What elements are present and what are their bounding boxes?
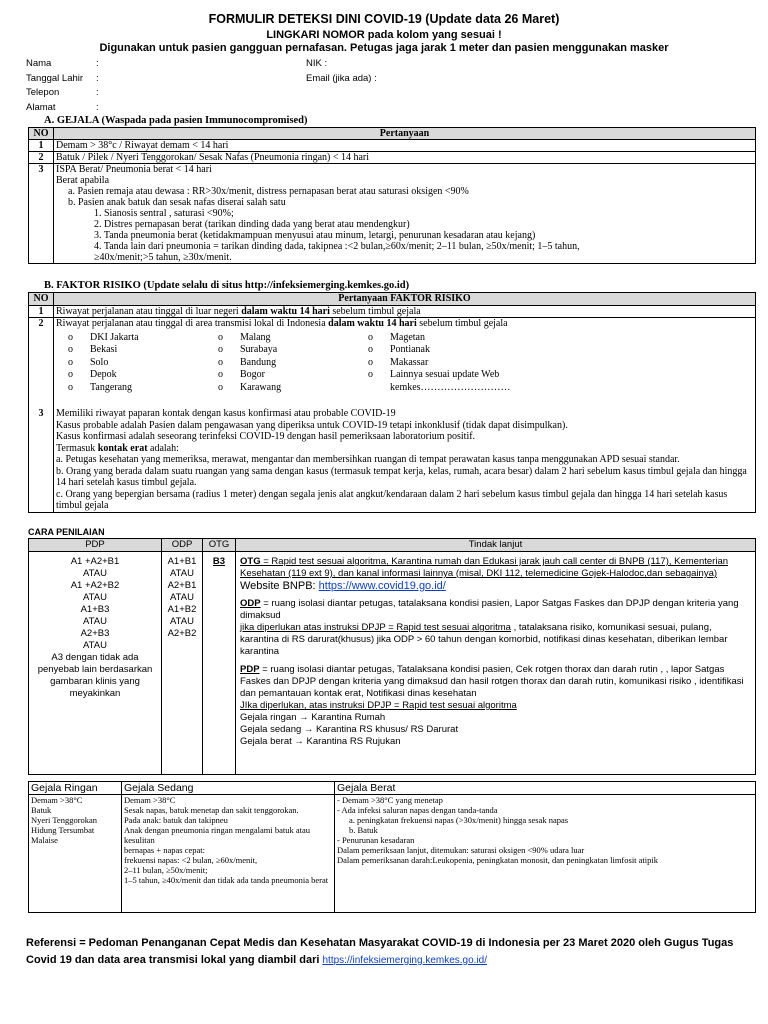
otg-action (240, 556, 751, 580)
text: sebelum timbul gejala (329, 305, 421, 317)
area-item[interactable]: o Depok (56, 369, 206, 382)
row-line: Memiliki riwayat paparan kontak dengan kasus konfirmasi atau probable COVID-19 (56, 408, 396, 419)
text: Riwayat perjalanan atau tinggal di luar negeri (56, 305, 242, 317)
referensi-link[interactable]: https://infeksiemerging.kemkes.go.id/ (322, 955, 488, 966)
text-bold: kontak erat (97, 442, 148, 454)
criteria-line: A2+B1 (167, 580, 197, 591)
row-text (54, 318, 756, 409)
form-subtitle: LINGKARI NOMOR pada kolom yang sesuai ! (266, 29, 502, 41)
criteria-line: ATAU (170, 568, 194, 579)
row-line: 2. Distres pernapasan berat (tarikan dinding dada yang berat atau mendengkur) (94, 219, 410, 230)
row-line: Kasus probable adalah Pasien dalam pengawasan yang diperiksa untuk COVID-19 tetapi inkonklusif (tidak dapat disimpulkan). (56, 419, 568, 431)
area-list-2 (206, 332, 356, 395)
table-row[interactable] (29, 140, 756, 152)
symptom-item: a. peningkatan frekuensi napas (>30x/menit) hingga sesak napas (349, 815, 569, 825)
row-number[interactable]: 1 (29, 305, 54, 318)
symptom-item: Pada anak: batuk dan takipneu (124, 815, 228, 825)
field-telepon-label: Telepon (26, 87, 60, 98)
symptom-item: 1–5 tahun, ≥40x/menit dan tidak ada tanda pneumonia berat (124, 875, 329, 885)
section-b-table (28, 292, 756, 513)
area-item[interactable]: o DKI Jakarta (56, 332, 206, 345)
pdp-text: = ruang isolasi diantar petugas, Tatalaksana kondisi pasien, Cek rotgen thorax dan darah rutin , , lapor Satgas Faskes dan DPJP dengan kriteria yang dimaksud dan hasil rotgen thorax dan darah rutin, komunikasi risiko , identifikasi dan pemantauan kontak erat, Notifikasi dinas kesehatan (240, 664, 744, 699)
col-otg: OTG (203, 539, 236, 552)
row-line: a. Pasien remaja atau dewasa : RR>30x/menit, distress pernapasan berat atau saturasi oksigen <90% (68, 186, 469, 197)
odp-label: ODP (240, 598, 261, 609)
area-item[interactable]: o Tangerang (56, 382, 206, 395)
col-gejala-berat: Gejala Berat (335, 782, 756, 795)
patient-fields-left (26, 57, 83, 115)
field-telepon-input[interactable]: : (96, 87, 99, 98)
row-heading: ISPA Berat/ Pneumonia berat < 14 hari (56, 164, 212, 175)
cara-penilaian-table (28, 538, 756, 775)
area-item[interactable]: o Bogor (206, 369, 356, 382)
text-bold: dalam waktu 14 hari (241, 305, 330, 317)
criteria-line: A1+B2 (167, 604, 197, 615)
row-line: b. Orang yang berada dalam suatu ruangan yang sama dengan kasus (termasuk tempat kerja, kelas, rumah, acara besar) dalam 2 hari sebelum kasus timbul gejala dan hingga 14 hari setelah kasus timbul gejala. (56, 465, 747, 488)
row-text (54, 305, 756, 318)
col-gejala-ringan: Gejala Ringan (29, 782, 122, 795)
gejala-sedang-list (122, 795, 335, 913)
criteria-line: ATAU (170, 592, 194, 603)
odp-text: , tatalaksana risiko, komunikasi sesuai, pulang, karantina di RS darurat(khusus) jika ODP > 60 tahun dengan komorbid, notifikasi dinas kesehatan, diberikan lembar karantina (240, 622, 728, 657)
row-text: Demam > 38°c / Riwayat demam < 14 hari (54, 140, 756, 152)
symptom-item: - Penurunan kesadaran (337, 835, 415, 845)
text: Termasuk (56, 442, 98, 454)
symptom-item: Batuk (31, 805, 52, 815)
field-nama-input[interactable]: : (96, 58, 99, 69)
row-number[interactable]: 3 (29, 164, 54, 264)
symptom-item: Sesak napas, batuk menetap dan sakit tenggorokan. (124, 805, 299, 815)
pdp-criteria (29, 552, 162, 775)
criteria-line: ATAU (170, 616, 194, 627)
section-b-title: B. FAKTOR RISIKO (Update selalu di situs http://infeksiemerging.kemkes.go.id) (44, 280, 410, 291)
criteria-line: ATAU (83, 640, 107, 651)
odp-text: = ruang isolasi diantar petugas, tatalaksana kondisi pasien, Lapor Satgas Faskes dan DPJP dengan kriteria yang dimaksud (240, 598, 739, 621)
website-label: Website BNPB: (240, 580, 319, 592)
row-number[interactable]: 2 (29, 152, 54, 164)
field-tanggal-lahir-input[interactable]: : (96, 72, 99, 84)
symptom-item: Malaise (31, 835, 58, 845)
gejala-berat-list (335, 795, 756, 913)
field-alamat-input[interactable]: : (96, 101, 99, 113)
col-odp: ODP (162, 539, 203, 552)
odp-criteria (162, 552, 203, 775)
field-alamat-label: Alamat (26, 101, 56, 113)
row-line: c. Orang yang bepergian bersama (radius 1 meter) dengan segala jenis alat angkut/kendaraan dalam 2 hari sebelum kasus timbul gejala dan hingga 14 hari setelah kasus timbul gejala (56, 488, 728, 511)
criteria-line: A1 +A2+B1 (70, 556, 120, 567)
col-no: NO (29, 128, 54, 140)
gejala-table (28, 781, 756, 913)
criteria-line: A1+B3 (80, 604, 110, 615)
col-pertanyaan: Pertanyaan (54, 128, 756, 140)
row-line: 4. Tanda lain dari pneumonia = tarikan dinding dada, takipnea :<2 bulan,≥60x/menit; 2–11 bulan, ≥50x/menit; 1–5 tahun, (94, 241, 580, 252)
criteria-line: ATAU (83, 616, 107, 627)
area-item[interactable]: o Karawang (206, 382, 356, 395)
odp-action (240, 598, 751, 622)
area-item[interactable]: o Lainnya sesuai update Web (356, 369, 606, 382)
patient-fields-right (306, 57, 377, 86)
area-list-3 (356, 332, 606, 395)
table-row[interactable] (29, 152, 756, 164)
pdp-text: JIka diperlukan, atas instruksi DPJP = Rapid test sesuai algoritma (240, 700, 517, 711)
row-line: Kasus konfirmasi adalah seseorang terinfeksi COVID-19 dengan hasil pemeriksaan laboratorium positif. (56, 431, 476, 442)
odp-text: jika diperlukan atas instruksi DPJP = Rapid test sesuai algoritma (240, 622, 511, 633)
gejala-karantina-line: Gejala ringan → Karantina Rumah (240, 712, 386, 723)
field-nama-label: Nama (26, 58, 52, 69)
gejala-ringan-list (29, 795, 122, 913)
symptom-item: - Ada infeksi saluran napas dengan tanda-tanda (337, 805, 498, 815)
area-item[interactable]: o Bandung (206, 357, 356, 370)
section-a-table (28, 127, 756, 264)
criteria-line: A2+B3 (80, 628, 110, 639)
referensi-text: Referensi = Pedoman Penanganan Cepat Medis dan Kesehatan Masyarakat COVID-19 di Indonesia per 23 Maret 2020 oleh Gugus Tugas Covid 19 dan data area transmisi lokal yang diambil dari (26, 937, 734, 966)
area-list-1 (56, 332, 206, 395)
symptom-item: Hidung Tersumbat (31, 825, 95, 835)
table-row[interactable] (29, 305, 756, 318)
col-gejala-sedang: Gejala Sedang (122, 782, 335, 795)
symptom-item: b. Batuk (349, 825, 378, 835)
form-instruction: Digunakan untuk pasien gangguan pernafasan. Petugas jaga jarak 1 meter dan pasien menggunakan masker (99, 42, 669, 54)
symptom-item: bernapas + napas cepat: (124, 845, 206, 855)
symptom-item: frekuensi napas: <2 bulan, ≥60x/menit, (124, 855, 258, 865)
symptom-item: Dalam pemeriksanan darah:Leukopenia, peningkatan monosit, dan peningkatan limfosit atipik (337, 855, 659, 865)
row-line: 3. Tanda pneumonia berat (ketidakmampuan menyusui atau minum, letargi, penurunan kesadaran atau kejang) (94, 230, 536, 241)
field-nik[interactable]: NIK : (306, 58, 328, 69)
website-link[interactable]: https://www.covid19.go.id/ (318, 580, 446, 592)
pdp-action (240, 664, 751, 700)
otg-label: OTG (240, 556, 261, 567)
row-line: Berat apabila (56, 175, 110, 186)
area-item[interactable]: o Surabaya (206, 344, 356, 357)
row-line: 1. Sianosis sentral , saturasi <90%; (94, 208, 234, 219)
referensi (26, 935, 742, 969)
col-pertanyaan-faktor: Pertanyaan FAKTOR RISIKO (54, 293, 756, 306)
table-row[interactable] (29, 164, 756, 264)
row-text: Batuk / Pilek / Nyeri Tenggorokan/ Sesak Nafas (Pneumonia ringan) < 14 hari (54, 152, 756, 164)
pdp-label: PDP (240, 664, 260, 675)
area-item[interactable]: o Pontianak (356, 344, 606, 357)
form-title: FORMULIR DETEKSI DINI COVID-19 (Update data 26 Maret) (208, 12, 560, 26)
criteria-line: A3 dengan tidak ada penyebab lain berdasarkan gambaran klinis yang meyakinkan (37, 652, 153, 699)
symptom-item: Dalam pemeriksaan lanjut, ditemukan: saturasi oksigen <90% udara luar (337, 845, 585, 855)
section-a-title: A. GEJALA (Waspada pada pasien Immunocompromised) (44, 115, 308, 126)
area-item[interactable]: o Makassar (356, 357, 606, 370)
symptom-item: 2–11 bulan, ≥50x/menit; (124, 865, 208, 875)
row-line: b. Pasien anak batuk dan sesak nafas diserai salah satu (68, 197, 286, 208)
criteria-line: A1 +A2+B2 (70, 580, 120, 591)
patient-colons (96, 57, 99, 115)
field-email[interactable]: Email (jika ada) : (306, 72, 377, 84)
symptom-item: Anak dengan pneumonia ringan mengalami batuk atau kesulitan (124, 825, 310, 845)
col-tindak-lanjut: Tindak lanjut (236, 539, 756, 552)
text-bold: dalam waktu 14 hari (328, 318, 417, 329)
row-line: ≥40x/menit;>5 tahun, ≥30x/menit. (94, 252, 232, 263)
symptom-item: - Demam >38°C yang menetap (337, 795, 443, 805)
table-row[interactable] (29, 318, 756, 409)
criteria-line: A2+B2 (167, 628, 197, 639)
otg-criteria: B3 (203, 552, 236, 775)
text: adalah: (147, 442, 179, 454)
symptom-item: Nyeri Tenggorokan (31, 815, 98, 825)
col-no: NO (29, 293, 54, 306)
otg-text: = Rapid test sesuai algoritma, Karantina rumah dan Edukasi jarak jauh call center di BNPB (117), Kementerian Kesehatan (119 ext 9), dan kanal informasi lainnya (misal, DKI 112, telemedicine Gojek-Halodoc,dan sebagainya) (240, 556, 729, 579)
cara-penilaian-title: CARA PENILAIAN (28, 527, 105, 537)
criteria-line: A1+B1 (167, 556, 197, 567)
area-item[interactable]: o Bekasi (56, 344, 206, 357)
row-text (54, 164, 756, 264)
col-pdp: PDP (29, 539, 162, 552)
gejala-karantina-line: Gejala berat → Karantina RS Rujukan (240, 736, 401, 747)
tindak-lanjut (236, 552, 756, 775)
gejala-karantina-line: Gejala sedang → Karantina RS khusus/ RS Darurat (240, 724, 459, 735)
area-other-input[interactable]: kemkes……………………… (390, 381, 511, 393)
area-item[interactable]: o Magetan (356, 332, 606, 345)
row-number[interactable]: 1 (29, 140, 54, 152)
symptom-item: Demam >38°C (124, 795, 176, 805)
row-text (54, 408, 756, 512)
text: Riwayat perjalanan atau tinggal di area transmisi lokal di Indonesia (56, 318, 329, 329)
field-tanggal-lahir-label: Tanggal Lahir (26, 72, 84, 84)
row-line: a. Petugas kesehatan yang memeriksa, merawat, mengantar dan membersihkan ruangan di tempat perawatan kasus tanpa menggunakan APD sesuai standar. (56, 454, 680, 465)
row-number[interactable]: 2 (29, 318, 54, 409)
criteria-line: ATAU (83, 568, 107, 579)
row-number[interactable]: 3 (29, 408, 54, 512)
table-row[interactable] (29, 408, 756, 512)
area-item[interactable]: o Malang (206, 332, 356, 345)
criteria-line: ATAU (83, 592, 107, 603)
symptom-item: Demam >38°C (31, 795, 83, 805)
area-item[interactable]: o Solo (56, 357, 206, 370)
text: sebelum timbul gejala (416, 318, 508, 329)
